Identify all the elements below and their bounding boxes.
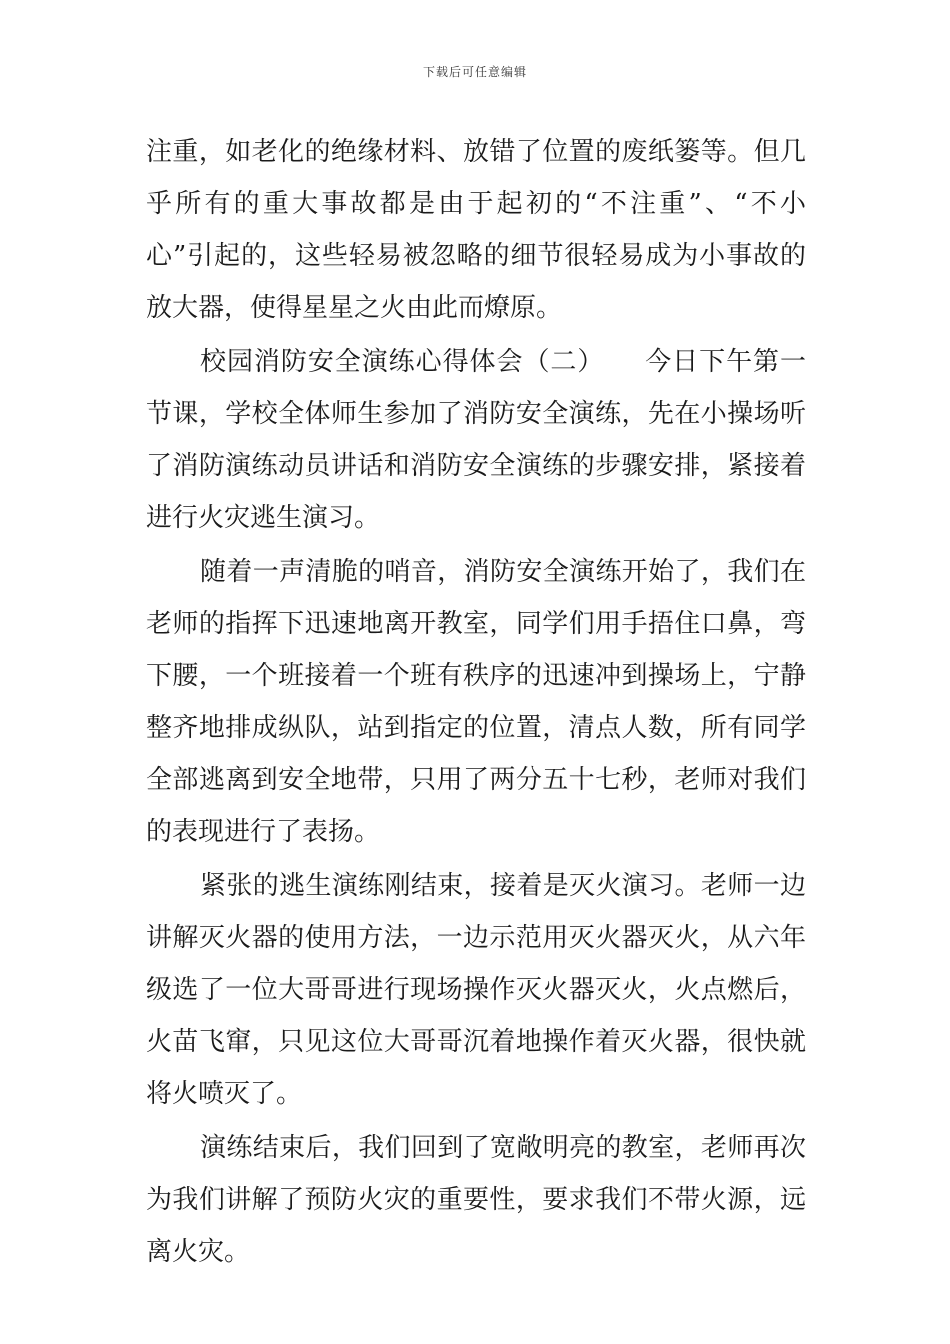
text-line: 了消防演练动员讲话和消防安全演练的步骤安排，紧接着 [146,451,806,481]
text-line: 讲解灭火器的使用方法，一边示范用灭火器灭火，从六年 [146,923,806,953]
text-line: 全部逃离到安全地带，只用了两分五十七秒，老师对我们 [146,765,806,795]
text-line: 为我们讲解了预防火灾的重要性，要求我们不带火源，远 [146,1185,806,1215]
text-line: 的表现进行了表扬。 [146,817,381,847]
text-line: 级选了一位大哥哥进行现场操作灭火器灭火，火点燃后， [146,975,806,1005]
text-line: 校园消防安全演练心得体会（二） 今日下午第一 [200,347,806,377]
text-line: 将火喷灭了。 [146,1079,303,1109]
text-line: 随着一声清脆的哨音，消防安全演练开始了，我们在 [200,557,806,587]
text-line: 放大器，使得星星之火由此而燎原。 [146,293,563,323]
paragraph-4 [146,860,806,1120]
paragraph-5 [146,1122,806,1278]
text-line: 乎所有的重大事故都是由于起初的“不注重”、“不小 [146,189,806,219]
text-line: 整齐地排成纵队，站到指定的位置，清点人数，所有同学 [146,713,806,743]
paragraph-2 [146,336,806,544]
text-line: 火苗飞窜，只见这位大哥哥沉着地操作着灭火器，很快就 [146,1027,806,1057]
text-line: 心”引起的，这些轻易被忽略的细节很轻易成为小事故的 [146,241,806,271]
text-line: 注重，如老化的绝缘材料、放错了位置的废纸篓等。但几 [146,137,806,167]
document-body [146,126,806,1278]
text-line: 进行火灾逃生演习。 [146,503,381,533]
text-line: 紧张的逃生演练刚结束，接着是灭火演习。老师一边 [200,871,806,901]
text-line: 下腰，一个班接着一个班有秩序的迅速冲到操场上，宁静 [146,661,806,691]
text-line: 演练结束后，我们回到了宽敞明亮的教室，老师再次 [200,1133,806,1163]
text-line: 节课，学校全体师生参加了消防安全演练，先在小操场听 [146,399,806,429]
text-line: 离火灾。 [146,1237,251,1267]
paragraph-1 [146,126,806,334]
page-header: 下载后可任意编辑 [422,65,527,79]
paragraph-3 [146,546,806,858]
text-line: 老师的指挥下迅速地离开教室，同学们用手捂住口鼻，弯 [146,609,806,639]
